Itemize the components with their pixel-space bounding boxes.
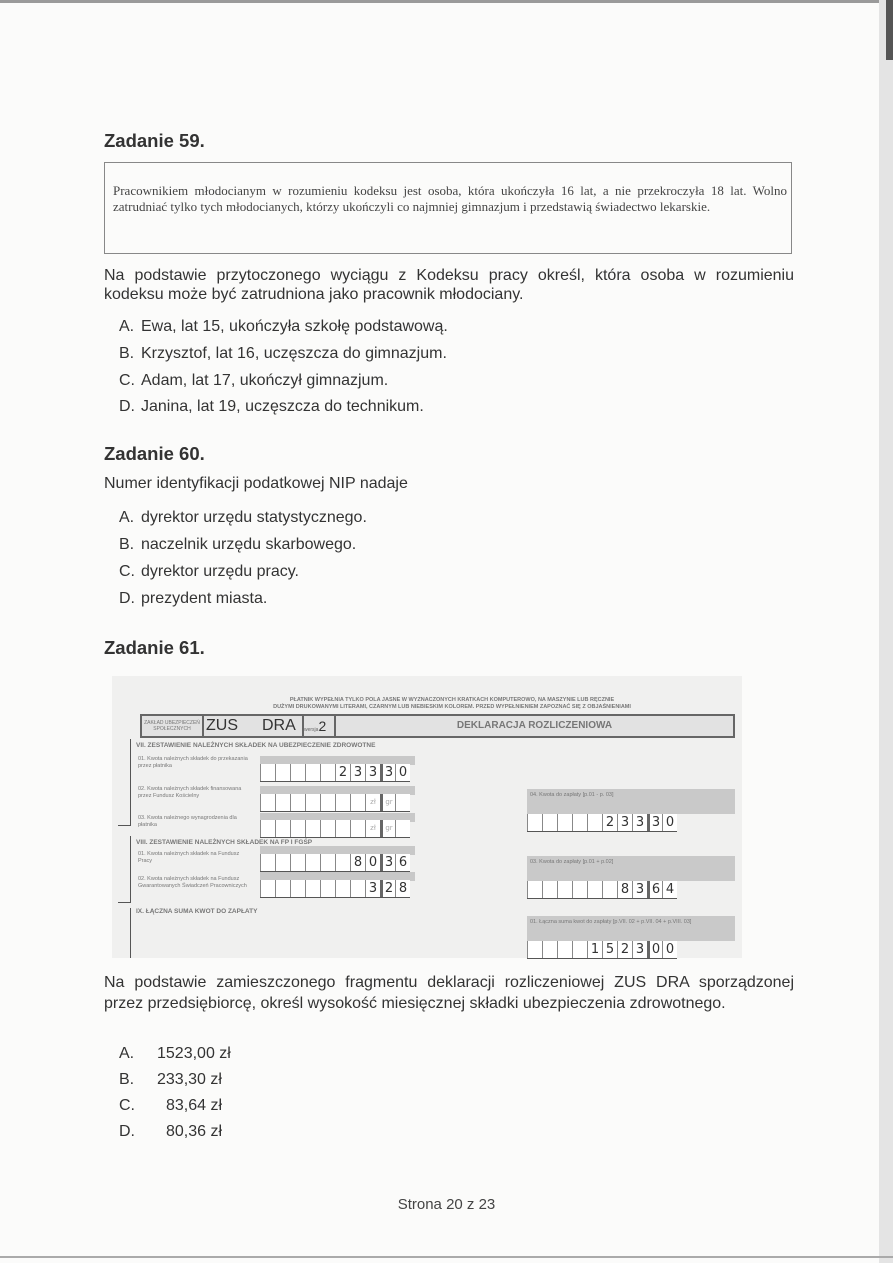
section-viii-title: VIII. ZESTAWIENIE NALEŻNYCH SKŁADEK NA FP I FGŚP: [136, 839, 313, 846]
zus-label: ZAKŁAD UBEZPIECZEŃ SPOŁECZNYCH: [142, 716, 204, 736]
digit-cell: 3: [617, 814, 632, 831]
digit-cell: 3: [350, 764, 365, 781]
task-61-option-a: A. 1523,00 zł: [119, 1045, 231, 1062]
task-59-option-c: C. Adam, lat 17, ukończył gimnazjum.: [119, 372, 389, 389]
digit-cell: 8: [617, 881, 632, 898]
s7-r01-label: 01. Kwota należnych składek do przekazania przez płatnika: [138, 756, 248, 769]
digit-cell: [527, 941, 542, 958]
digit-cell: [305, 854, 320, 871]
task-61-question: Na podstawie zamieszczonego fragmentu deklaracji rozliczeniowej ZUS DRA sporządzonej przez przedsiębiorcę, określ wysokość miesięcznej składki ubezpieczenia zdrowotnego.: [104, 974, 794, 1012]
digit-cell: 0: [662, 814, 677, 831]
s9-r01-label: 01. Łączna suma kwot do zapłaty [p.VII. 02 + p.VII. 04 + p.VIII. 03]: [527, 916, 735, 941]
digit-cell: [335, 854, 350, 871]
digit-cell: 3: [632, 881, 647, 898]
digit-cell: [290, 794, 305, 811]
digit-cell: [335, 820, 350, 837]
digit-cell: 3: [365, 880, 380, 897]
digit-cell: [542, 881, 557, 898]
s7-r03-field[interactable]: [260, 820, 410, 838]
s8-r02-label: 02. Kwota należnych składek na Fundusz Gwarantowanych Świadczeń Pracowniczych: [138, 876, 247, 889]
digit-cell: 2: [602, 814, 617, 831]
section-ix-title: IX. ŁĄCZNA SUMA KWOT DO ZAPŁATY: [136, 908, 258, 915]
page-number: Strona 20 z 23: [397, 1196, 496, 1213]
digit-cell: 3: [632, 814, 647, 831]
digit-cell: 8: [350, 854, 365, 871]
digit-cell: [290, 820, 305, 837]
digit-cell: [320, 880, 335, 897]
digit-cell: [542, 941, 557, 958]
digit-cell: [305, 820, 320, 837]
digit-cell: 3: [380, 854, 395, 871]
digit-cell: 3: [365, 764, 380, 781]
task-60-question: Numer identyfikacji podatkowej NIP nadaje: [104, 475, 408, 492]
digit-cell: zł: [365, 820, 380, 837]
digit-cell: [542, 814, 557, 831]
digit-cell: [350, 880, 365, 897]
s7-r04-label: 04. Kwota do zapłaty [p.01 - p. 03]: [527, 789, 735, 814]
digit-cell: [320, 820, 335, 837]
task-59-option-a: A. Ewa, lat 15, ukończyła szkołę podstawową.: [119, 318, 448, 335]
form-title: DEKLARACJA ROZLICZENIOWA: [456, 720, 613, 731]
form-header-row: [140, 714, 735, 738]
section-vii-title: VII. ZESTAWIENIE NALEŻNYCH SKŁADEK NA UBEZPIECZENIE ZDROWOTNE: [136, 742, 376, 749]
s8-r03-field[interactable]: [527, 881, 677, 899]
digit-cell: [557, 941, 572, 958]
bracket-ix: [130, 908, 131, 958]
s8-r03-label: 03. Kwota do zapłaty [p.01 + p.02]: [527, 856, 735, 881]
s7-r04-field[interactable]: [527, 814, 677, 832]
digit-cell: [305, 880, 320, 897]
digit-cell: 0: [647, 941, 662, 958]
scan-edge-mark: [886, 0, 893, 60]
digit-cell: [290, 880, 305, 897]
task-59-option-b: B. Krzysztof, lat 16, uczęszcza do gimnazjum.: [119, 345, 447, 362]
digit-cell: [527, 814, 542, 831]
digit-cell: [335, 794, 350, 811]
digit-cell: [275, 764, 290, 781]
digit-cell: [587, 881, 602, 898]
digit-cell: [527, 881, 542, 898]
digit-cell: [275, 820, 290, 837]
digit-cell: 8: [395, 880, 410, 897]
digit-cell: [572, 814, 587, 831]
zus-dra-form: [112, 676, 742, 958]
digit-cell: gr: [380, 794, 395, 811]
task-60-option-a: A. dyrektor urzędu statystycznego.: [119, 509, 367, 526]
digit-cell: [260, 854, 275, 871]
digit-cell: 2: [335, 764, 350, 781]
s8-r01-field[interactable]: [260, 854, 410, 872]
digit-cell: [557, 814, 572, 831]
digit-cell: [260, 764, 275, 781]
digit-cell: [350, 794, 365, 811]
digit-cell: 2: [617, 941, 632, 958]
digit-cell: 4: [662, 881, 677, 898]
digit-cell: [320, 854, 335, 871]
zus-dra-box: ZUS DRA: [204, 716, 304, 736]
digit-cell: 0: [662, 941, 677, 958]
scan-edge-top: [0, 0, 893, 3]
task-59-option-d: D. Janina, lat 19, uczęszcza do technikum.: [119, 398, 424, 415]
digit-cell: [602, 881, 617, 898]
task-61-option-b: B. 233,30 zł: [119, 1071, 222, 1088]
digit-cell: [260, 794, 275, 811]
digit-cell: [305, 794, 320, 811]
digit-cell: 6: [647, 881, 662, 898]
digit-cell: 0: [395, 764, 410, 781]
digit-cell: gr: [380, 820, 395, 837]
task-61-option-d: D. 80,36 zł: [119, 1123, 223, 1140]
form-note-1: PŁATNIK WYPEŁNIA TYLKO POLA JASNE W WYZNACZONYCH KRATKACH KOMPUTEROWO, NA MASZYNIE LUB RĘCZNIE: [289, 697, 615, 703]
digit-cell: [395, 820, 410, 837]
task-59-question: Na podstawie przytoczonego wyciągu z Kodeksu pracy określ, która osoba w rozumieniu kodeksu może być zatrudniona jako pracownik młodociany.: [104, 267, 794, 303]
digit-cell: 3: [632, 941, 647, 958]
digit-cell: 2: [380, 880, 395, 897]
digit-cell: [290, 854, 305, 871]
digit-cell: [557, 881, 572, 898]
task-61-option-c: C. 83,64 zł: [119, 1097, 223, 1114]
digit-cell: [290, 764, 305, 781]
s7-r02-label: 02. Kwota należnych składek finansowana przez Fundusz Kościelny: [138, 786, 242, 799]
s8-r01-label: 01. Kwota należnych składek na Fundusz Pracy: [138, 851, 240, 864]
digit-cell: [572, 941, 587, 958]
digit-cell: [587, 814, 602, 831]
form-note-2: DUŻYMI DRUKOWANYMI LITERAMI, CZARNYM LUB NIEBIESKIM KOLOREM. PRZED WYPEŁNIENIEM ZAPOZNAĆ SIĘ Z OBJAŚNIENIAMI: [273, 704, 631, 710]
digit-cell: 6: [395, 854, 410, 871]
bracket-viii-tick: [118, 902, 131, 903]
s7-r02-field[interactable]: [260, 794, 410, 812]
digit-cell: 0: [365, 854, 380, 871]
digit-cell: [275, 854, 290, 871]
scan-edge-right: [879, 0, 893, 1263]
digit-cell: 1: [587, 941, 602, 958]
task-59-title: Zadanie 59.: [104, 130, 205, 151]
scan-edge-bottom: [0, 1256, 893, 1258]
s7-r01-field[interactable]: [260, 764, 410, 782]
task-61-title: Zadanie 61.: [104, 637, 205, 658]
task-60-option-d: D. prezydent miasta.: [119, 590, 268, 607]
task-60-option-b: B. naczelnik urzędu skarbowego.: [119, 536, 357, 553]
code-excerpt: Pracownikiem młodocianym w rozumieniu kodeksu jest osoba, która ukończyła 16 lat, a nie przekroczyła 18 lat. Wolno zatrudniać tylko tych młodocianych, którzy ukończyli co najmniej gimnazjum i przedstawią świadectwo lekarskie.: [104, 162, 792, 254]
digit-cell: [572, 881, 587, 898]
digit-cell: [395, 794, 410, 811]
digit-cell: [320, 794, 335, 811]
digit-cell: [260, 820, 275, 837]
digit-cell: 5: [602, 941, 617, 958]
digit-cell: [335, 880, 350, 897]
digit-cell: [305, 764, 320, 781]
version-box: wersja2: [304, 716, 336, 736]
bracket-viii: [130, 836, 131, 902]
digit-cell: 3: [380, 764, 395, 781]
digit-cell: [260, 880, 275, 897]
s7-r03-label: 03. Kwota należnego wynagrodzenia dla płatnika: [138, 815, 237, 828]
s9-r01-field[interactable]: [527, 941, 677, 959]
bracket-vii: [130, 739, 131, 825]
bracket-vii-tick: [118, 825, 131, 826]
task-60-title: Zadanie 60.: [104, 443, 205, 464]
digit-cell: [275, 794, 290, 811]
digit-cell: zł: [365, 794, 380, 811]
task-60-option-c: C. dyrektor urzędu pracy.: [119, 563, 299, 580]
digit-cell: [275, 880, 290, 897]
digit-cell: [350, 820, 365, 837]
digit-cell: [320, 764, 335, 781]
s8-r02-field[interactable]: [260, 880, 410, 898]
digit-cell: 3: [647, 814, 662, 831]
